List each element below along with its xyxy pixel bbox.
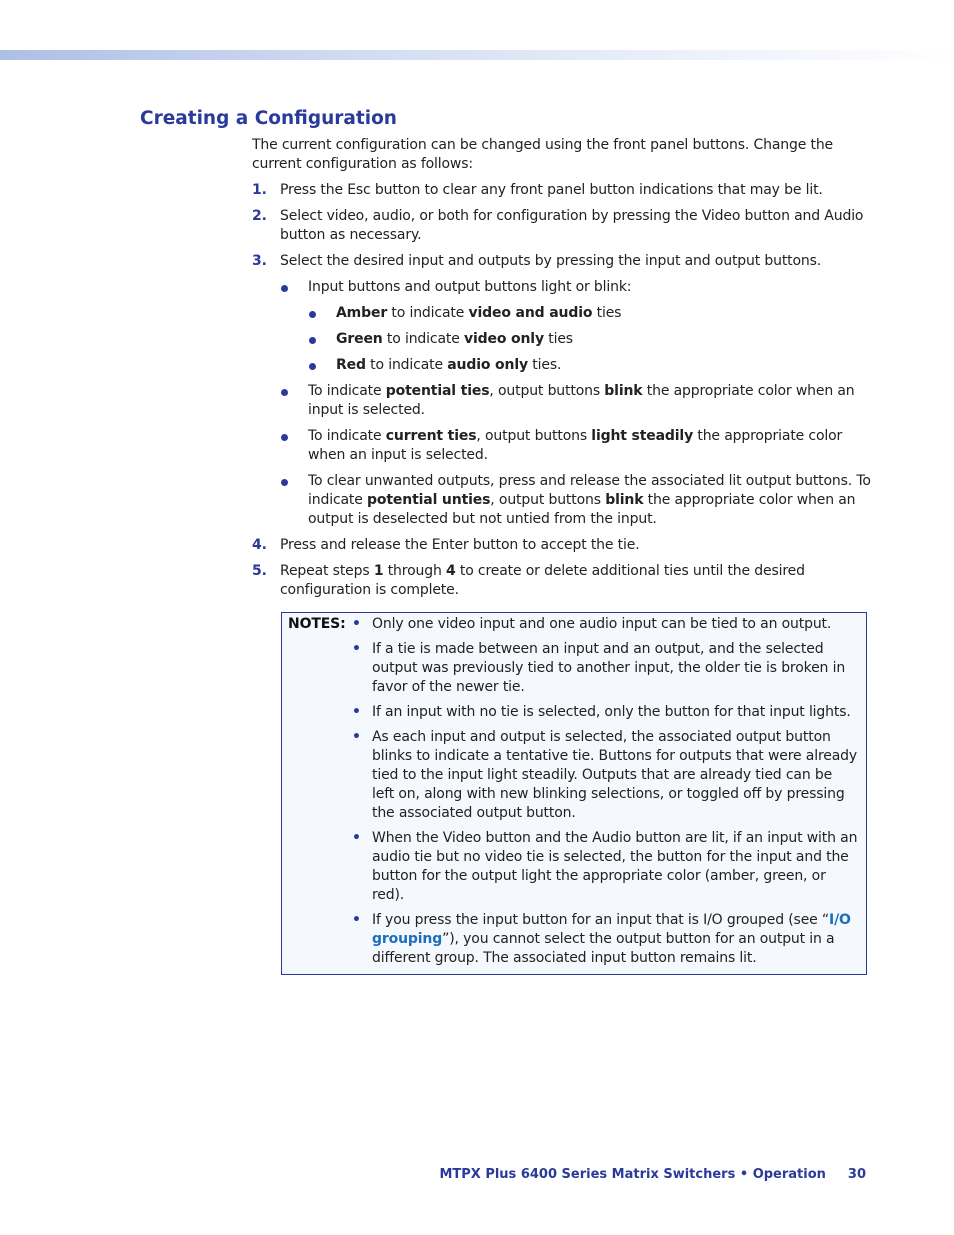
step-1 (252, 181, 872, 200)
notes-box (281, 612, 867, 975)
bullet-current-ties (252, 427, 872, 465)
bullet-text (308, 427, 872, 465)
note-item (288, 703, 858, 722)
footer-title: MTPX Plus 6400 Series Matrix Switchers • Operation (439, 1167, 826, 1182)
bullet-icon (308, 330, 336, 349)
bullet-potential-ties (252, 382, 872, 420)
text-run: to indicate (365, 357, 448, 373)
bullet-green (252, 330, 872, 349)
text-run: through (383, 563, 446, 579)
step-reference: 1 (373, 563, 384, 579)
step-text: Press the Esc button to clear any front panel button indications that may be lit. (280, 182, 823, 198)
text-run: , output buttons (476, 428, 592, 444)
emphasis: blink (604, 383, 643, 399)
step-reference: 4 (445, 563, 456, 579)
bullet-text (308, 382, 872, 420)
text-run: , output buttons (490, 492, 606, 508)
note-bullet-icon: • (352, 616, 361, 632)
note-item (288, 615, 858, 634)
bullet-clear-outputs (252, 472, 872, 529)
emphasis: light steadily (591, 428, 694, 444)
note-item (288, 728, 858, 823)
bullet-text (336, 356, 872, 375)
text-run: the appropriate color when an input is selected. (308, 383, 855, 418)
bullet-icon (308, 304, 336, 323)
note-text (372, 911, 858, 968)
bullet-icon (280, 278, 308, 297)
step-number: 2. (252, 208, 267, 224)
text-run: To clear unwanted outputs, press and release the associated lit output buttons. To indicate (308, 473, 871, 508)
text-run: ”), you cannot select the output button for an output in a different group. The associated input button remains lit. (372, 931, 835, 966)
color-name: Amber (336, 305, 388, 321)
section-body (252, 136, 872, 975)
step-3 (252, 252, 872, 271)
note-item (288, 829, 858, 905)
note-item (288, 911, 858, 968)
io-grouping-link[interactable]: I/O grouping (372, 912, 851, 947)
text-run: ties (592, 305, 622, 321)
note-bullet-icon: • (352, 830, 361, 846)
note-bullet-icon: • (352, 912, 361, 928)
step-5 (252, 562, 872, 600)
step-text: Press and release the Enter button to accept the tie. (280, 537, 640, 553)
text-run: to indicate (382, 331, 464, 347)
step-number: 1. (252, 182, 267, 198)
note-item (288, 640, 858, 697)
emphasis: current ties (385, 428, 477, 444)
bullet-icon (280, 472, 308, 529)
step-text: Select video, audio, or both for configuration by pressing the Video button and Audio button as necessary. (280, 208, 864, 243)
bullet-text: Input buttons and output buttons light or blink: (308, 279, 632, 295)
text-run: ties (543, 331, 573, 347)
tie-type: video only (463, 331, 544, 347)
color-name: Red (336, 357, 366, 373)
text-run: ties. (527, 357, 562, 373)
note-text: If an input with no tie is selected, only the button for that input lights. (372, 704, 851, 720)
bullet-lights-or-blink (252, 278, 872, 297)
notes-label: NOTES: (288, 616, 346, 632)
step-number: 3. (252, 253, 267, 269)
text-run: to create or delete additional ties until the desired configuration is complete. (280, 563, 805, 598)
note-text: If a tie is made between an input and an output, and the selected output was previously tied to another input, the older tie is broken in favor of the newer tie. (372, 641, 846, 695)
step-2 (252, 207, 872, 245)
step-number: 5. (252, 563, 267, 579)
bullet-red (252, 356, 872, 375)
page-number: 30 (847, 1167, 866, 1182)
note-bullet-icon: • (352, 704, 361, 720)
section-heading: Creating a Configuration (140, 108, 397, 129)
bullet-text (336, 330, 872, 349)
header-gradient-bar (0, 50, 954, 60)
text-run: To indicate (308, 428, 386, 444)
emphasis: potential ties (385, 383, 490, 399)
text-run: to indicate (387, 305, 469, 321)
step-number: 4. (252, 537, 267, 553)
text-run: the appropriate color when an input is selected. (308, 428, 843, 463)
step-4 (252, 536, 872, 555)
color-name: Green (336, 331, 383, 347)
bullet-text (336, 304, 872, 323)
bullet-icon (280, 427, 308, 465)
note-bullet-icon: • (352, 729, 361, 745)
step-text (280, 562, 872, 600)
emphasis: potential unties (367, 492, 491, 508)
text-run: If you press the input button for an input that is I/O grouped (see “ (372, 912, 830, 928)
note-text: When the Video button and the Audio button are lit, if an input with an audio tie but no video tie is selected, the button for the input and the button for the output light the appropriate color (amber, green, or red). (372, 830, 858, 903)
tie-type: video and audio (468, 305, 593, 321)
text-run: the appropriate color when an output is deselected but not untied from the input. (308, 492, 856, 527)
step-text: Select the desired input and outputs by pressing the input and output buttons. (280, 253, 822, 269)
intro-paragraph: The current configuration can be changed using the front panel buttons. Change the current configuration as follows: (252, 137, 834, 172)
text-run: To indicate (308, 383, 386, 399)
page-footer (439, 1167, 866, 1182)
bullet-text (308, 472, 872, 529)
text-run: , output buttons (489, 383, 605, 399)
bullet-amber (252, 304, 872, 323)
tie-type: audio only (447, 357, 528, 373)
bullet-icon (280, 382, 308, 420)
note-text: Only one video input and one audio input can be tied to an output. (372, 616, 832, 632)
bullet-icon (308, 356, 336, 375)
emphasis: blink (605, 492, 644, 508)
note-text: As each input and output is selected, the associated output button blinks to indicate a tentative tie. Buttons for outputs that were already tied to the input light steadily. Outputs that are already tied can be left on, along with new blinking selections, or toggled off by pressing the associated output button. (372, 729, 858, 821)
text-run: Repeat steps (280, 563, 374, 579)
note-bullet-icon: • (352, 641, 361, 657)
